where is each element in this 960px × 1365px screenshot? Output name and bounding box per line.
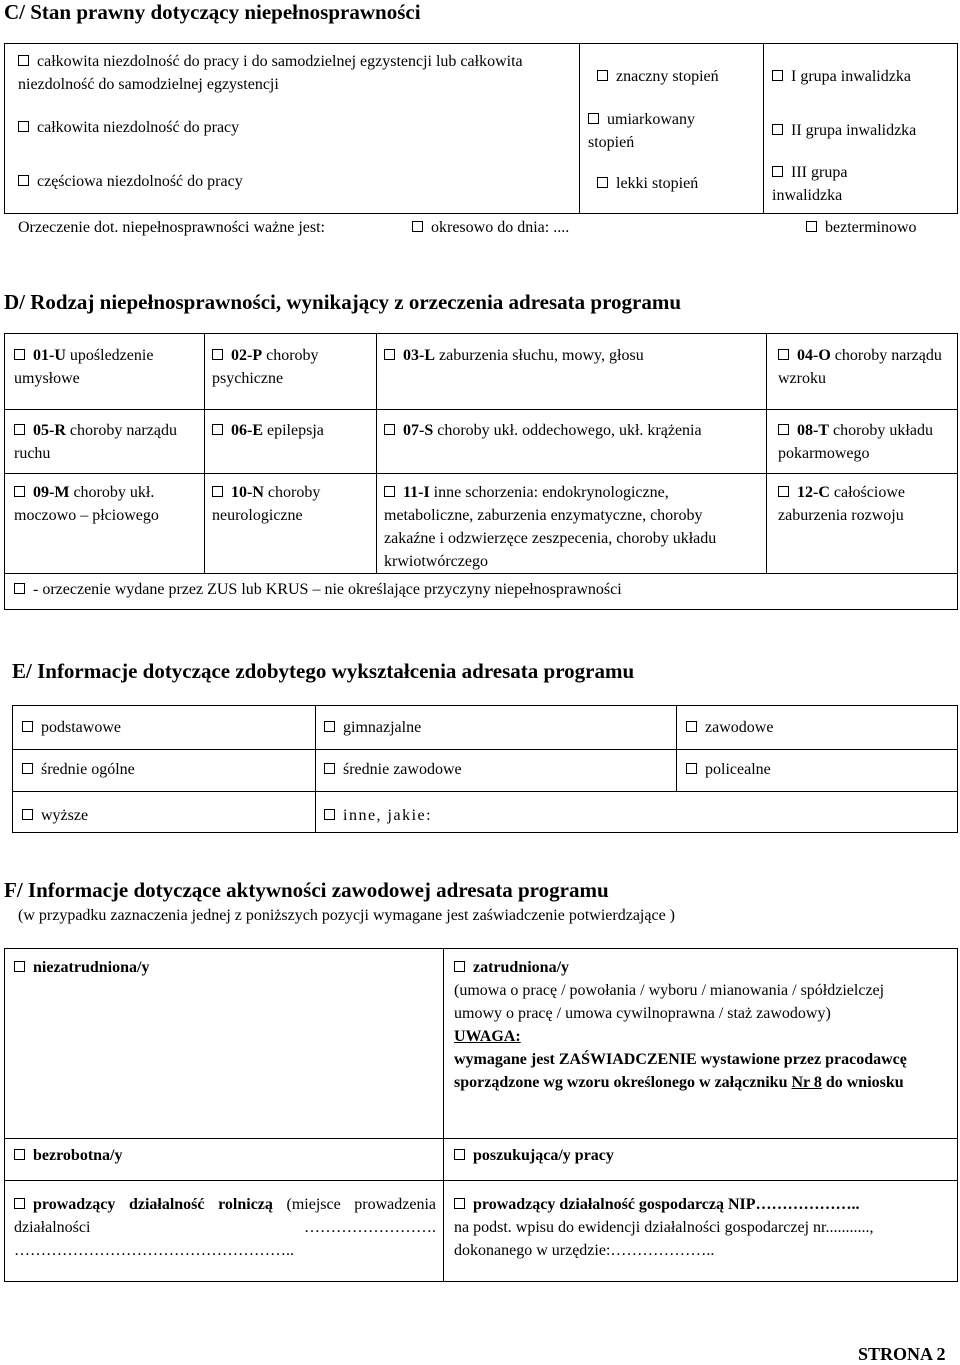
f-notice-heading: UWAGA: xyxy=(454,1028,521,1045)
section-e-title: E/ Informacje dotyczące zdobytego wykształcenia adresata programu xyxy=(12,659,635,683)
e-option-primary[interactable]: podstawowe xyxy=(22,716,121,739)
f-option-unemployed[interactable]: bezrobotna/y xyxy=(14,1144,122,1167)
d-option-07[interactable]: 07-S choroby ukł. oddechowego, ukł. krążenia xyxy=(384,419,714,442)
section-c-title: C/ Stan prawny dotyczący niepełnosprawności xyxy=(4,0,421,24)
checkbox[interactable] xyxy=(772,70,783,81)
e-option-vocational[interactable]: zawodowe xyxy=(686,716,773,739)
c-validity-indefinite[interactable]: bezterminowo xyxy=(806,216,917,239)
c-option-total-incapacity-independence[interactable]: całkowita niezdolność do pracy i do samodzielnej egzystencji lub całkowita niezdolność do samodzielnej egzystencji xyxy=(18,53,523,93)
checkbox[interactable] xyxy=(384,349,395,360)
section-f-subtitle: (w przypadku zaznaczenia jednej z poniższych pozycji wymagane jest zaświadczenie potwierdzające ) xyxy=(18,907,675,924)
d-option-zus-krus[interactable]: - orzeczenie wydane przez ZUS lub KRUS – nie określające przyczyny niepełnosprawności xyxy=(14,578,944,601)
checkbox[interactable] xyxy=(588,113,599,124)
c-option-partial-incapacity[interactable]: częściowa niezdolność do pracy xyxy=(18,170,573,193)
f-option-unemployed-nonregistered[interactable]: niezatrudniona/y xyxy=(14,956,149,979)
checkbox[interactable] xyxy=(22,809,33,820)
d-option-05[interactable]: 05-R choroby narządu ruchu xyxy=(14,422,177,462)
c-option-total-incapacity[interactable]: całkowita niezdolność do pracy xyxy=(18,116,573,139)
checkbox[interactable] xyxy=(14,424,25,435)
checkbox[interactable] xyxy=(14,486,25,497)
checkbox[interactable] xyxy=(18,55,29,66)
d-option-12[interactable]: 12-C całościowe zaburzenia rozwoju xyxy=(778,484,905,524)
f-business-registration: na podst. wpisu do ewidencji działalności gospodarczej nr..........., dokonanego w urzędzie:……………….. xyxy=(454,1219,874,1259)
c-degree-moderate[interactable]: umiarkowany stopień xyxy=(588,111,695,151)
checkbox[interactable] xyxy=(324,721,335,732)
checkbox[interactable] xyxy=(597,70,608,81)
checkbox[interactable] xyxy=(412,221,423,232)
checkbox[interactable] xyxy=(686,721,697,732)
e-option-vocational-secondary[interactable]: średnie zawodowe xyxy=(324,758,462,781)
checkbox[interactable] xyxy=(212,349,223,360)
d-option-11[interactable]: 11-I inne schorzenia: endokrynologiczne, metaboliczne, zaburzenia enzymatyczne, choroby zakaźne i odzwierzęce zeszpecenia, choroby układu krwiotwórczego xyxy=(384,484,717,570)
checkbox[interactable] xyxy=(22,763,33,774)
checkbox[interactable] xyxy=(778,424,789,435)
checkbox[interactable] xyxy=(772,124,783,135)
checkbox[interactable] xyxy=(324,763,335,774)
checkbox[interactable] xyxy=(18,121,29,132)
d-option-10[interactable]: 10-N choroby neurologiczne xyxy=(212,484,321,524)
checkbox[interactable] xyxy=(14,1149,25,1160)
c-group-3[interactable]: III grupa inwalidzka xyxy=(772,164,848,204)
checkbox[interactable] xyxy=(14,583,25,594)
e-option-higher[interactable]: wyższe xyxy=(22,804,88,827)
checkbox[interactable] xyxy=(454,961,465,972)
checkbox[interactable] xyxy=(686,763,697,774)
section-f-title: F/ Informacje dotyczące aktywności zawodowej adresata programu xyxy=(4,878,609,902)
c-validity-periodic[interactable]: okresowo do dnia: .... xyxy=(412,216,569,239)
checkbox[interactable] xyxy=(384,424,395,435)
page-number: STRONA 2 xyxy=(858,1344,946,1364)
f-option-job-seeking[interactable]: poszukująca/y pracy xyxy=(454,1144,614,1167)
checkbox[interactable] xyxy=(778,349,789,360)
checkbox[interactable] xyxy=(18,175,29,186)
d-option-08[interactable]: 08-T choroby układu pokarmowego xyxy=(778,422,933,462)
checkbox[interactable] xyxy=(806,221,817,232)
checkbox[interactable] xyxy=(14,1198,25,1209)
checkbox[interactable] xyxy=(384,486,395,497)
e-option-general-secondary[interactable]: średnie ogólne xyxy=(22,758,135,781)
c-group-1[interactable]: I grupa inwalidzka xyxy=(772,65,956,88)
d-option-01[interactable]: 01-U upośledzenie umysłowe xyxy=(14,347,154,387)
checkbox[interactable] xyxy=(212,486,223,497)
f-option-business[interactable]: prowadzący działalność gospodarczą NIP……………….. na podst. wpisu do ewidencji działalności gospodarczej nr..........., dokonanego w urzędzie:……………….. xyxy=(454,1193,950,1262)
d-option-03[interactable]: 03-L zaburzenia słuchu, mowy, głosu xyxy=(384,344,764,367)
f-notice-text: wymagane jest ZAŚWIADCZENIE wystawione przez pracodawcę sporządzone wg wzoru określonego w załączniku Nr 8 do wniosku xyxy=(454,1051,907,1091)
checkbox[interactable] xyxy=(212,424,223,435)
checkbox[interactable] xyxy=(597,177,608,188)
checkbox[interactable] xyxy=(454,1149,465,1160)
f-option-employed[interactable]: zatrudniona/y (umowa o pracę / powołania / wyboru / mianowania / spółdzielczej umowy o pracę / umowa cywilnoprawna / staż zawodowy) UWAGA: wymagane jest ZAŚWIADCZENIE wystawione przez pracodawcę sporządzone wg wzoru określonego w załączniku Nr 8 do wniosku xyxy=(454,956,944,1094)
f-option-agricultural[interactable]: prowadzący działalność rolniczą (miejsce prowadzenia działalności ……………………. …………………………………………….. xyxy=(14,1196,437,1259)
e-option-post-secondary[interactable]: policealne xyxy=(686,758,771,781)
checkbox[interactable] xyxy=(772,166,783,177)
c-validity-label: Orzeczenie dot. niepełnosprawności ważne jest: xyxy=(18,219,325,236)
section-e-table xyxy=(12,705,958,833)
d-option-04[interactable]: 04-O choroby narządu wzroku xyxy=(778,347,942,387)
f-employed-description: (umowa o pracę / powołania / wyboru / mianowania / spółdzielczej umowy o pracę / umowa cywilnoprawna / staż zawodowy) xyxy=(454,982,885,1022)
d-option-02[interactable]: 02-P choroby psychiczne xyxy=(212,347,319,387)
checkbox[interactable] xyxy=(14,961,25,972)
d-option-06[interactable]: 06-E epilepsja xyxy=(212,419,372,442)
checkbox[interactable] xyxy=(778,486,789,497)
checkbox[interactable] xyxy=(14,349,25,360)
checkbox[interactable] xyxy=(324,809,335,820)
checkbox[interactable] xyxy=(454,1198,465,1209)
c-degree-light[interactable]: lekki stopień xyxy=(597,172,757,195)
e-option-other[interactable]: inne, jakie: xyxy=(324,804,432,827)
c-degree-significant[interactable]: znaczny stopień xyxy=(597,65,757,88)
c-group-2[interactable]: II grupa inwalidzka xyxy=(772,119,956,142)
checkbox[interactable] xyxy=(22,721,33,732)
e-option-lower-secondary[interactable]: gimnazjalne xyxy=(324,716,421,739)
d-option-09[interactable]: 09-M choroby ukł. moczowo – płciowego xyxy=(14,484,159,524)
section-d-title: D/ Rodzaj niepełnosprawności, wynikający z orzeczenia adresata programu xyxy=(4,290,682,314)
